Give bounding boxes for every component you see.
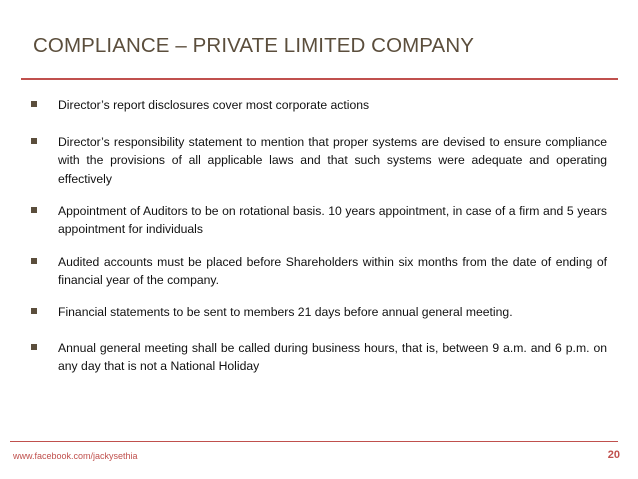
page-number: 20	[607, 449, 620, 461]
square-bullet-icon	[31, 101, 37, 107]
bullet-text: Appointment of Auditors to be on rotational basis. 10 years appointment, in case of a firm and 5 years appointment for individuals	[58, 204, 607, 237]
square-bullet-icon	[31, 344, 37, 350]
bullet-text: Audited accounts must be placed before Shareholders within six months from the date of ending of financial year of the company.	[58, 255, 607, 288]
footer-link[interactable]: www.facebook.com/jackysethia	[13, 451, 138, 461]
square-bullet-icon	[31, 308, 37, 314]
bullet-text: Annual general meeting shall be called during business hours, that is, between 9 a.m. and 6 p.m. on any day that is not a National Holiday	[58, 341, 607, 374]
square-bullet-icon	[31, 138, 37, 144]
square-bullet-icon	[31, 258, 37, 264]
footer-divider	[10, 441, 618, 442]
bullet-text: Director’s report disclosures cover most corporate actions	[58, 98, 370, 112]
title-divider	[21, 78, 618, 80]
bullet-text: Director’s responsibility statement to mention that proper systems are devised to ensure compliance with the provisions of all applicable laws and that such systems were adequate and operating effectively	[58, 135, 607, 186]
square-bullet-icon	[31, 207, 37, 213]
slide-title: COMPLIANCE – PRIVATE LIMITED COMPANY	[33, 34, 475, 57]
bullet-text: Financial statements to be sent to members 21 days before annual general meeting.	[58, 305, 513, 319]
